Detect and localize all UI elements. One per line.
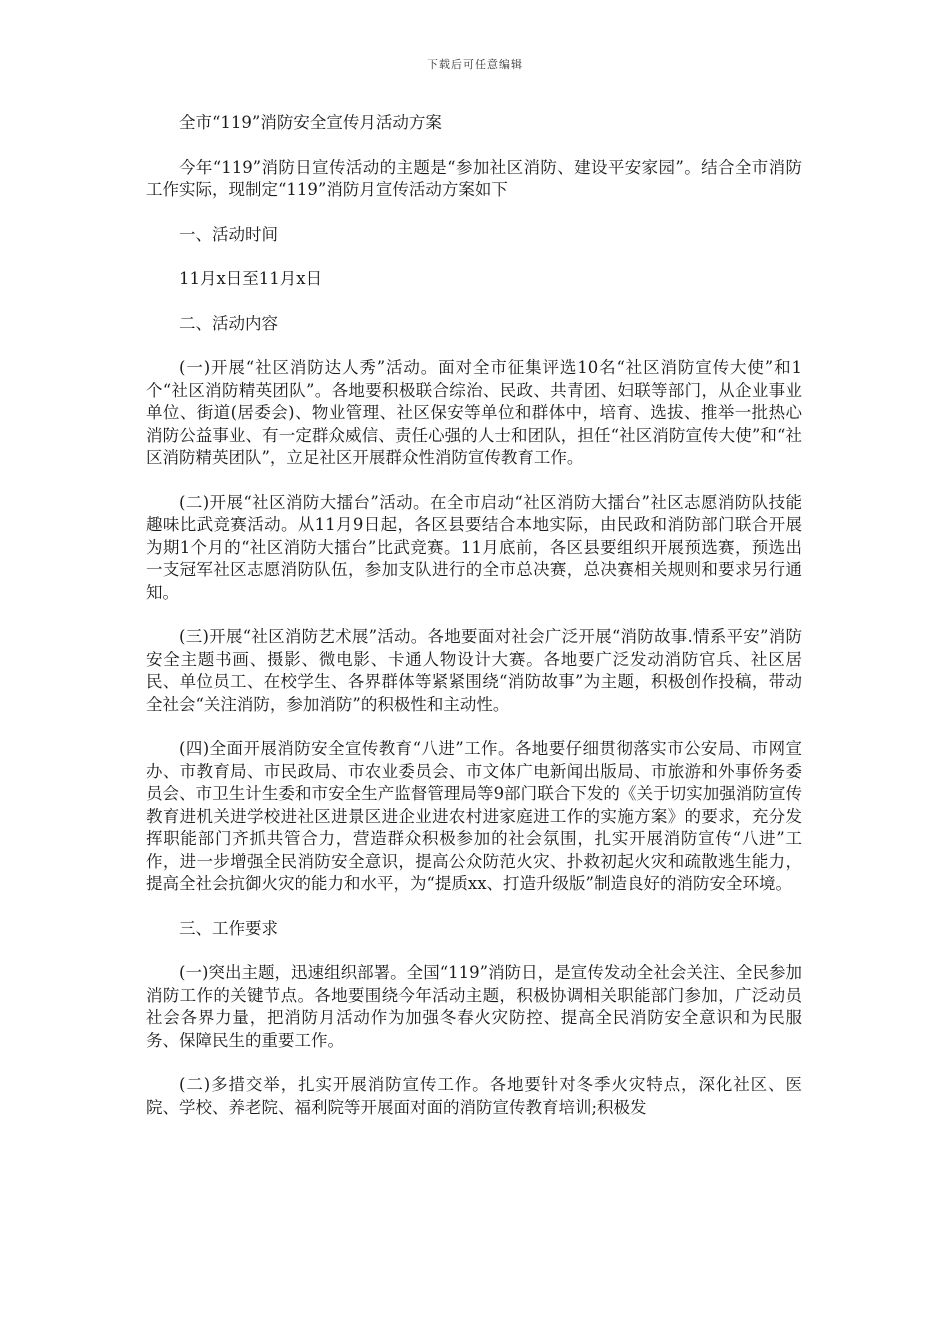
intro-paragraph: 今年“119”消防日宣传活动的主题是“参加社区消防、建设平安家园”。结合全市消防工作实际，现制定“119”消防月宣传活动方案如下 — [146, 157, 802, 199]
content-paragraph-1: (一)开展“社区消防达人秀”活动。面对全市征集评选10名“社区消防宣传大使”和1个“社区消防精英团队”。各地要积极联合综治、民政、共青团、妇联等部门，从企业事业单位、街道(居委会)、物业管理、社区保安等单位和群体中，培育、选拔、推举一批热心消防公益事业、有一定群众威信、责任心强的人士和团队，担任“社区消防宣传大使”和“社区消防精英团队”，立足社区开展群众性消防宣传教育工作。 — [146, 358, 802, 467]
section-heading-requirements: 三、工作要求 — [179, 918, 278, 938]
section-heading-time: 一、活动时间 — [179, 224, 278, 244]
content-paragraph-2: (二)开展“社区消防大擂台”活动。在全市启动“社区消防大擂台”社区志愿消防队技能趣味比武竞赛活动。从11月9日起，各区县要结合本地实际，由民政和消防部门联合开展为期1个月的“社区消防大擂台”比武竞赛。11月底前，各区县要组织开展预选赛，预选出一支冠军社区志愿消防队伍，参加支队进行的全市总决赛，总决赛相关规则和要求另行通知。 — [146, 492, 802, 602]
activity-date: 11月x日至11月x日 — [179, 269, 323, 288]
content-paragraph-3: (三)开展“社区消防艺术展”活动。各地要面对社会广泛开展“消防故事.情系平安”消防安全主题书画、摄影、微电影、卡通人物设计大赛。各地要广泛发动消防官兵、社区居民、单位员工、在校学生、各界群体等紧紧围绕“消防故事”为主题，积极创作投稿，带动全社会“关注消防，参加消防”的积极性和主动性。 — [146, 627, 802, 714]
document-title: 全市“119”消防安全宣传月活动方案 — [179, 113, 442, 132]
document-body — [146, 112, 802, 1141]
requirement-paragraph-1: (一)突出主题，迅速组织部署。全国“119”消防日，是宣传发动全社会关注、全民参加消防工作的关键节点。各地要围绕今年活动主题，积极协调相关职能部门参加，广泛动员社会各界力量，把消防月活动作为加强冬春火灾防控、提高全民消防安全意识和为民服务、保障民生的重要工作。 — [146, 963, 802, 1050]
requirement-paragraph-2: (二)多措交举，扎实开展消防宣传工作。各地要针对冬季火灾特点，深化社区、医院、学校、养老院、福利院等开展面对面的消防宣传教育培训;积极发 — [146, 1075, 802, 1117]
page-header: 下载后可任意编辑 — [427, 58, 523, 71]
section-heading-content: 二、活动内容 — [179, 313, 278, 333]
content-paragraph-4: (四)全面开展消防安全宣传教育“八进”工作。各地要仔细贯彻落实市公安局、市网宣办、市教育局、市民政局、市农业委员会、市文体广电新闻出版局、市旅游和外事侨务委员会、市卫生计生委和市安全生产监督管理局等9部门联合下发的《关于切实加强消防宣传教育进机关进学校进社区进景区进企业进农村进家庭进工作的实施方案》的要求，充分发挥职能部门齐抓共管合力，营造群众积极参加的社会氛围，扎实开展消防宣传“八进”工作，进一步增强全民消防安全意识，提高公众防范火灾、扑救初起火灾和疏散逃生能力，提高全社会抗御火灾的能力和水平，为“提质xx、打造升级版”制造良好的消防安全环境。 — [146, 739, 802, 893]
